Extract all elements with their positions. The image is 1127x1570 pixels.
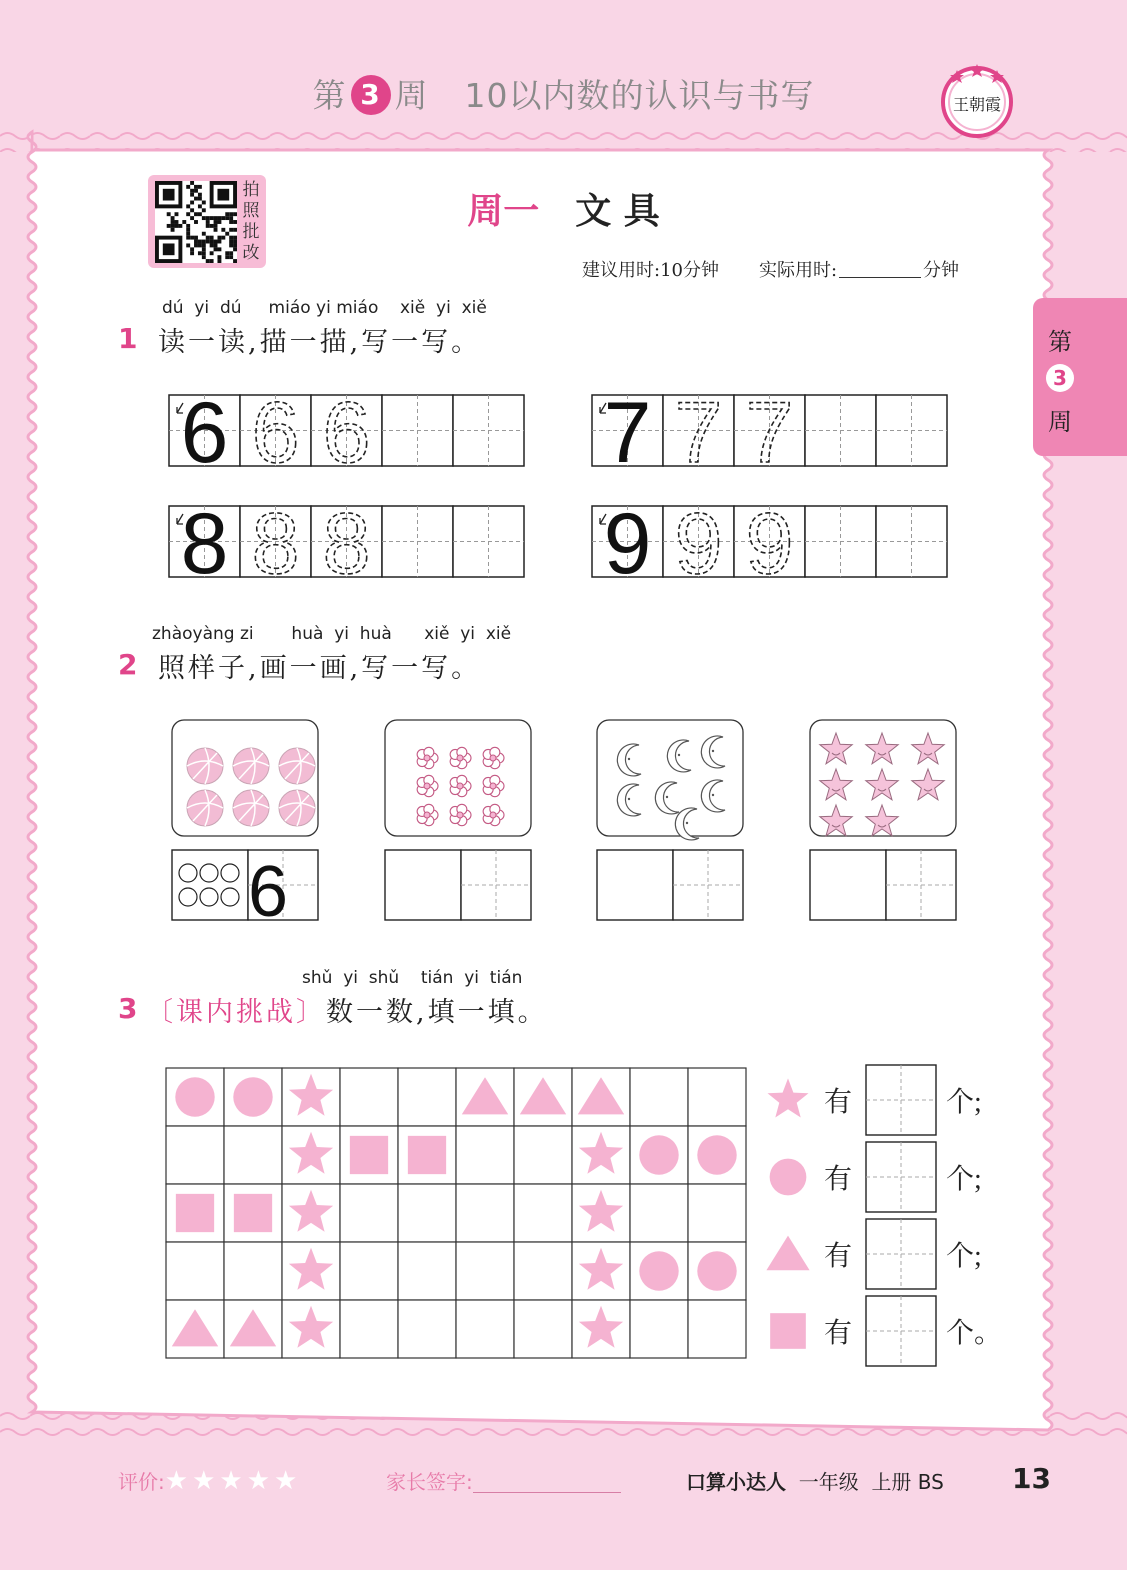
grid-cell (398, 1184, 456, 1242)
q3-number: 3 (118, 992, 138, 1025)
qr-module (210, 259, 214, 263)
unit-label: 个; (946, 1087, 982, 1118)
trace-digit[interactable]: 9 (674, 496, 723, 585)
pink-circle (233, 1077, 272, 1116)
grade: 一年级 (798, 1470, 859, 1494)
grid-cell (688, 1184, 746, 1242)
qr-module (210, 236, 214, 240)
grid-cell (688, 1068, 746, 1126)
q3-instruction (146, 990, 548, 1029)
rating-star-icon[interactable]: ★ (274, 1466, 298, 1496)
qr-finder (163, 243, 175, 255)
pink-square (350, 1136, 388, 1174)
pink-circle (697, 1251, 736, 1290)
qr-module (217, 255, 221, 259)
pink-square (234, 1194, 272, 1232)
qr-module (198, 240, 202, 244)
q2-picture-panels[interactable] (165, 712, 965, 927)
actual-time-unit: 分钟 (923, 260, 960, 281)
qr-module (202, 240, 206, 244)
pink-circle (639, 1251, 678, 1290)
qr-module (233, 259, 237, 263)
qr-module (202, 255, 206, 259)
grid-cell (166, 1242, 224, 1300)
trace-digit[interactable]: 8 (322, 496, 371, 585)
picture-panel (810, 720, 956, 836)
qr-module (214, 247, 218, 251)
suggested-time: 建议用时:10分钟 (582, 260, 719, 281)
actual-time-blank[interactable] (839, 277, 921, 278)
pink-circle (175, 1077, 214, 1116)
drawing-box[interactable] (810, 850, 886, 920)
trace-digit[interactable]: 6 (322, 385, 371, 481)
rating-label: 评价: (118, 1470, 165, 1494)
rating-area (118, 1466, 301, 1496)
book-name: 口算小达人 (686, 1470, 786, 1494)
pink-square (176, 1194, 214, 1232)
count-answer-row[interactable] (766, 1219, 981, 1289)
has-label: 有 (824, 1164, 853, 1195)
qr-module (217, 259, 221, 263)
drawing-box[interactable] (597, 850, 673, 920)
grid-cell (688, 1300, 746, 1358)
rating-star-icon[interactable]: ★ (246, 1466, 270, 1496)
qr-module (214, 243, 218, 247)
moon-eye (712, 750, 714, 752)
qr-module (198, 251, 202, 255)
q1-number: 1 (118, 322, 138, 355)
qr-caption-char: 照 (242, 201, 260, 221)
grid-cell (340, 1068, 398, 1126)
day-topic: 文 具 (575, 191, 660, 232)
q2-pinyin: zhàoyàng zi huà yi huà xiě yi xiě (152, 624, 512, 644)
grid-cell (340, 1184, 398, 1242)
grid-cell (398, 1242, 456, 1300)
drawing-box[interactable] (172, 850, 248, 920)
grid-cell (398, 1300, 456, 1358)
grid-cell (456, 1242, 514, 1300)
grid-cell (340, 1300, 398, 1358)
answer-box-pair[interactable] (810, 850, 956, 920)
qr-module (217, 240, 221, 244)
qr-module (202, 243, 206, 247)
unit-label: 个; (946, 1241, 982, 1272)
qr-module (233, 236, 237, 240)
qr-module (233, 240, 237, 244)
qr-module (214, 240, 218, 244)
qr-module (229, 255, 233, 259)
book-info (686, 1466, 944, 1495)
flower-center (490, 783, 496, 789)
side-tab-bottom: 周 (1048, 408, 1072, 436)
model-digit: 7 (603, 385, 652, 481)
parent-signature-line[interactable] (473, 1492, 621, 1493)
q3-shape-grid[interactable] (160, 1062, 1010, 1372)
qr-module (229, 251, 233, 255)
grid-cell (456, 1184, 514, 1242)
model-digit: 6 (180, 385, 229, 481)
flower-center (457, 783, 463, 789)
flower-center (490, 755, 496, 761)
qr-module (190, 251, 194, 255)
qr-module (206, 236, 210, 240)
q3-tag: 〔课内挑战〕 (146, 997, 326, 1028)
grid-cell (166, 1126, 224, 1184)
flower-center (424, 812, 430, 818)
week-prefix: 第 (312, 76, 347, 115)
moon-eye (628, 798, 630, 800)
flower-center (457, 755, 463, 761)
week-number-badge: 3 (351, 75, 391, 115)
day-label: 周一 (467, 191, 540, 232)
grid-cell (630, 1184, 688, 1242)
pink-square (408, 1136, 446, 1174)
grid-cell (514, 1126, 572, 1184)
qr-caption-char: 批 (242, 222, 260, 242)
flower-center (490, 812, 496, 818)
q2-number: 2 (118, 648, 138, 681)
qr-module (233, 247, 237, 251)
q1-writing-grids[interactable] (160, 385, 960, 585)
grid-cell (456, 1126, 514, 1184)
answer-box-pair[interactable] (385, 850, 531, 920)
qr-module (202, 251, 206, 255)
qr-module (186, 236, 190, 240)
qr-module (225, 251, 229, 255)
grid-cell (456, 1300, 514, 1358)
count-answer-row[interactable] (770, 1142, 982, 1212)
trace-digit[interactable]: 9 (745, 496, 794, 585)
has-label: 有 (824, 1318, 853, 1349)
grid-cell (224, 1242, 282, 1300)
grid-cell (630, 1300, 688, 1358)
parent-signature-area (386, 1466, 621, 1495)
page-number: 13 (1012, 1462, 1051, 1495)
digit-practice-row[interactable] (169, 385, 524, 481)
pink-circle (639, 1135, 678, 1174)
side-tab-number: 3 (1046, 364, 1074, 392)
flower-center (424, 755, 430, 761)
digit-practice-row[interactable] (592, 496, 947, 585)
qr-module (217, 247, 221, 251)
qr-module (190, 247, 194, 251)
actual-time-label: 实际用时: (758, 260, 838, 281)
qr-module (210, 243, 214, 247)
drawing-box[interactable] (385, 850, 461, 920)
moon-eye (712, 794, 714, 796)
count-answer-row[interactable] (768, 1065, 982, 1135)
q3-text: 数一数,填一填。 (326, 997, 548, 1028)
qr-module (229, 243, 233, 247)
q2-instruction: 照样子,画一画,写一写。 (158, 653, 482, 684)
qr-module (221, 236, 225, 240)
flower-center (457, 812, 463, 818)
edition: BS (917, 1470, 944, 1494)
day-title (0, 183, 1127, 234)
count-answer-row[interactable] (770, 1296, 1002, 1366)
answer-box-pair[interactable] (172, 850, 318, 927)
qr-module (225, 255, 229, 259)
count-grid (166, 1068, 746, 1358)
moon-eye (628, 758, 630, 760)
model-digit: 8 (180, 496, 229, 585)
qr-module (198, 243, 202, 247)
unit-label: 个。 (946, 1318, 1003, 1349)
model-digit: 9 (603, 496, 652, 585)
picture-panel (172, 720, 318, 836)
has-label: 有 (824, 1241, 853, 1272)
grid-cell (514, 1184, 572, 1242)
qr-module (217, 236, 221, 240)
moon-eye (678, 754, 680, 756)
qr-module (229, 240, 233, 244)
volume: 上册 (871, 1470, 912, 1494)
grid-cell (398, 1068, 456, 1126)
rating-star-icon[interactable]: ★ (164, 1466, 189, 1496)
qr-module (210, 240, 214, 244)
pink-circle (697, 1135, 736, 1174)
moon-eye (686, 822, 688, 824)
grid-cell (340, 1242, 398, 1300)
q3-pinyin: shǔ yi shǔ tián yi tián (302, 968, 523, 988)
qr-module (202, 247, 206, 251)
digit-practice-row[interactable] (169, 496, 524, 585)
grid-cell (224, 1126, 282, 1184)
q1-instruction: 读一读,描一描,写一写。 (158, 327, 482, 358)
flower-center (424, 783, 430, 789)
has-label: 有 (824, 1087, 853, 1118)
q1-pinyin: dú yi dú miáo yi miáo xiě yi xiě (162, 298, 487, 318)
rating-star-icon[interactable]: ★ (219, 1466, 243, 1496)
answer-box-pair[interactable] (597, 850, 743, 920)
brand-seal-logo (935, 60, 1019, 138)
pink-star (768, 1078, 809, 1117)
qr-module (206, 259, 210, 263)
qr-module (229, 236, 233, 240)
rating-stars[interactable] (164, 1466, 302, 1496)
picture-panel (597, 720, 743, 840)
seal-text: 王朝霞 (952, 97, 1002, 114)
qr-module (194, 236, 198, 240)
qr-module (194, 243, 198, 247)
grid-cell (514, 1300, 572, 1358)
trace-digit[interactable]: 7 (674, 385, 723, 481)
qr-module (206, 240, 210, 244)
parent-signature-label: 家长签字: (386, 1470, 473, 1494)
trace-digit[interactable]: 6 (251, 385, 300, 481)
qr-module (210, 251, 214, 255)
picture-panel (385, 720, 531, 836)
unit-label: 个; (946, 1164, 982, 1195)
qr-caption-char: 改 (242, 243, 260, 263)
qr-module (233, 243, 237, 247)
qr-module (190, 236, 194, 240)
week-suffix: 周 (394, 76, 429, 115)
rating-star-icon[interactable]: ★ (192, 1466, 216, 1496)
example-answer: 6 (247, 852, 289, 927)
qr-module (194, 240, 198, 244)
grid-cell (630, 1068, 688, 1126)
qr-module (186, 243, 190, 247)
time-row (582, 256, 959, 282)
side-tab-top: 第 (1048, 328, 1072, 356)
pink-circle (770, 1159, 807, 1196)
week-title: 10以内数的认识与书写 (464, 76, 815, 115)
trace-digit[interactable]: 8 (251, 496, 300, 585)
qr-caption-char: 拍 (242, 180, 260, 200)
trace-digit[interactable]: 7 (745, 385, 794, 481)
grid-cell (514, 1242, 572, 1300)
moon-eye (666, 796, 668, 798)
pink-square (770, 1313, 806, 1349)
digit-practice-row[interactable] (592, 385, 947, 481)
pink-triangle (766, 1236, 809, 1271)
